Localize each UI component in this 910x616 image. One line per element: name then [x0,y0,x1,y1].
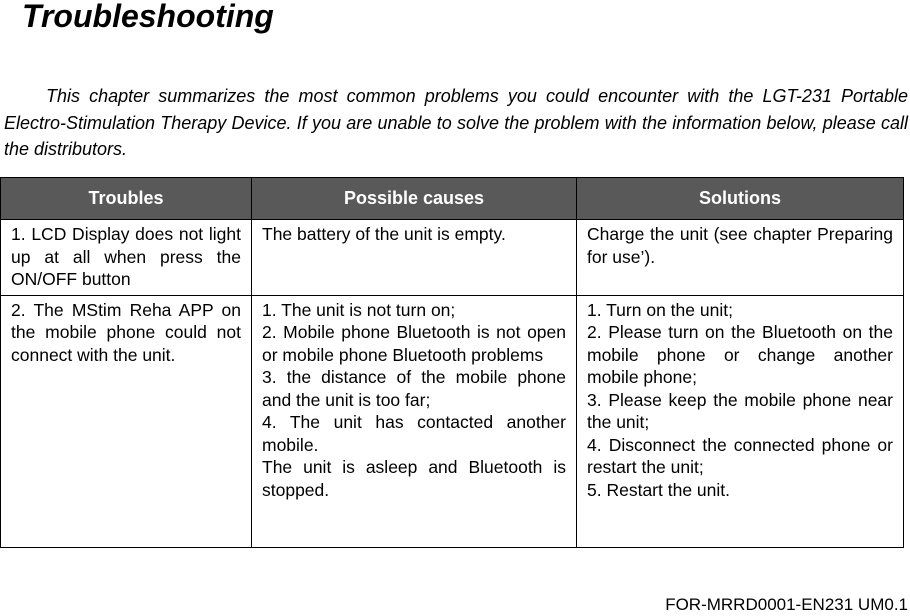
solution-item: 2. Please turn on the Bluetooth on the mobile phone or change another mobile phone; [587,322,893,387]
solution-text: Charge the unit (see chapter Preparing for use’). [587,224,893,267]
solution-item: 5. Restart the unit. [587,479,730,500]
header-solutions: Solutions [577,178,904,220]
cause-item: The unit is asleep and Bluetooth is stopped. [262,457,566,500]
cause-cell [252,220,577,296]
solution-item: 3. Please keep the mobile phone near the unit; [587,389,893,432]
solution-cell [577,295,904,547]
cause-item: 4. The unit has contacted another mobile. [262,412,566,455]
trouble-cell [1,295,252,547]
cause-item: 1. The unit is not turn on; [262,299,456,320]
trouble-text: 1. LCD Display does not light up at all when press the ON/OFF button [11,224,241,289]
table-row [1,295,904,547]
cause-text: The battery of the unit is empty. [262,224,506,244]
table-row [1,220,904,296]
cause-item: 3. the distance of the mobile phone and the unit is too far; [262,367,566,410]
header-troubles: Troubles [1,178,252,220]
header-possible-causes: Possible causes [252,178,577,220]
solution-cell [577,220,904,296]
trouble-cell [1,220,252,296]
page-title: Troubleshooting [22,0,274,34]
table-header-row [1,178,904,220]
cause-item: 2. Mobile phone Bluetooth is not open or mobile phone Bluetooth problems [262,322,566,365]
solution-item: 4. Disconnect the connected phone or restart the unit; [587,434,893,477]
cause-cell [252,295,577,547]
document-code-footer: FOR-MRRD0001-EN231 UM0.1 [665,595,908,614]
intro-paragraph: This chapter summarizes the most common problems you could encounter with the LGT-231 Portable Electro-Stimulation Therapy Device. If you are unable to solve the problem with the information below, please call the distributors. [4,86,908,159]
troubleshooting-table [0,177,904,548]
trouble-text: 2. The MStim Reha APP on the mobile phone could not connect with the unit. [11,299,241,365]
solution-item: 1. Turn on the unit; [587,299,733,320]
